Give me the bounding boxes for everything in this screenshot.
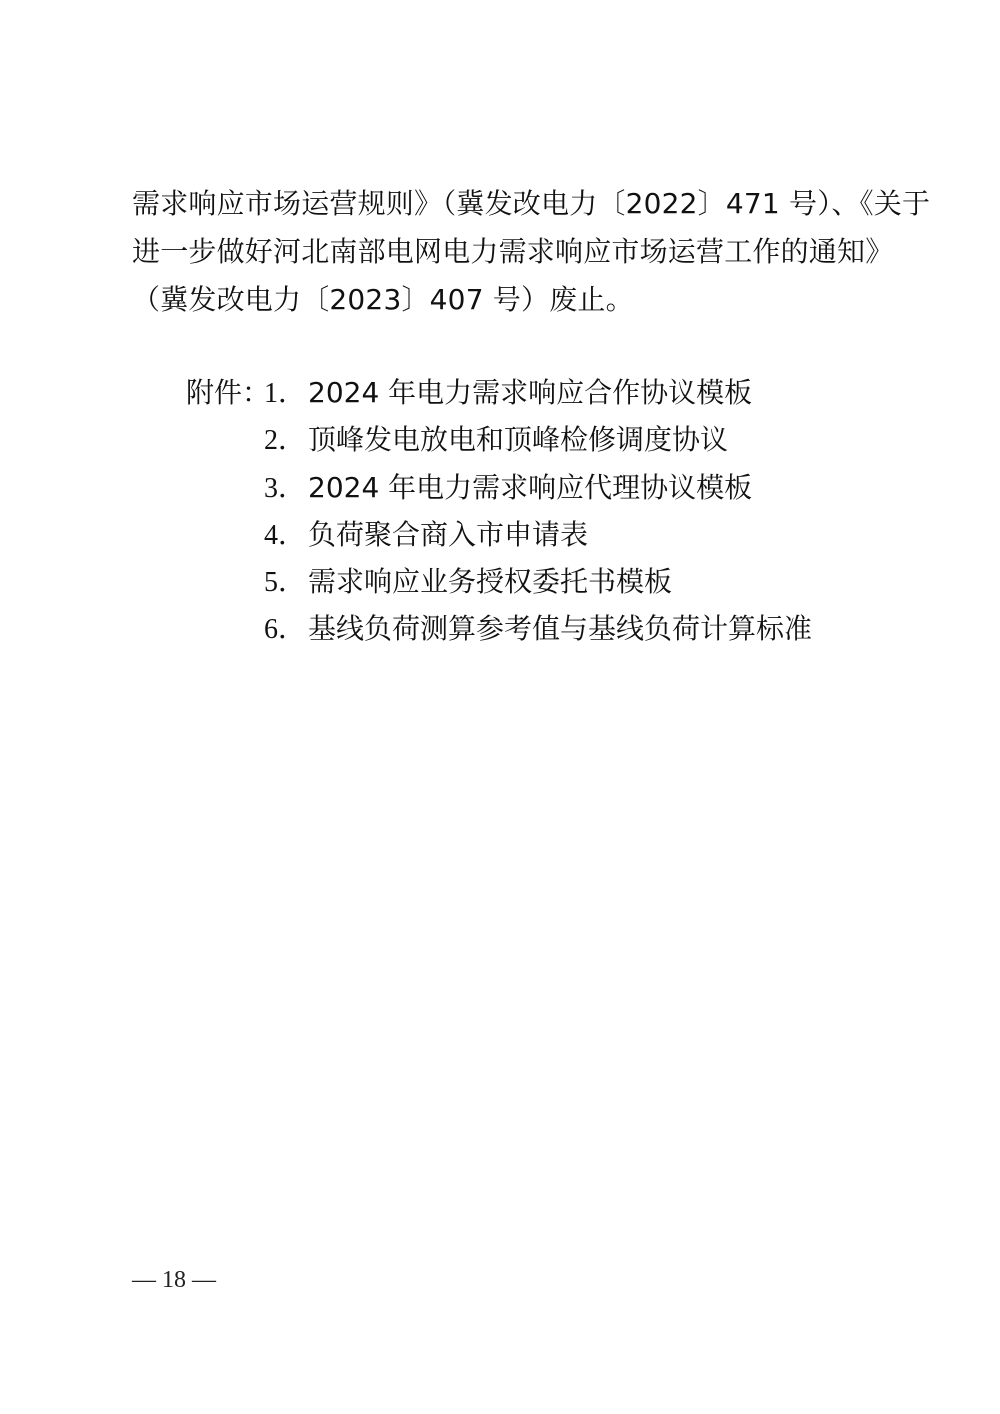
body-text-line-1: 需求响应市场运营规则》（冀发改电力〔2022〕471 号）、《关于: [132, 187, 931, 220]
attachment-number: 5．: [264, 567, 307, 598]
attachment-title: 顶峰发电放电和顶峰检修调度协议: [308, 423, 729, 456]
body-text-line-3: （冀发改电力〔2023〕407 号）废止。: [132, 283, 634, 316]
attachment-number: 1．: [264, 378, 307, 409]
attachment-title: 需求响应业务授权委托书模板: [308, 565, 673, 598]
attachment-title: 负荷聚合商入市申请表: [308, 518, 589, 551]
attachment-number: 6．: [264, 614, 307, 645]
page-number: — 18 —: [132, 1267, 216, 1293]
attachment-title: 2024 年电力需求响应合作协议模板: [308, 376, 753, 409]
attachment-number: 4．: [264, 520, 307, 551]
attachment-item-1: [264, 375, 752, 412]
attachment-title: 2024 年电力需求响应代理协议模板: [308, 471, 753, 504]
attachment-item-4: [264, 517, 588, 554]
attachment-item-5: [264, 564, 672, 601]
attachment-title: 基线负荷测算参考值与基线负荷计算标准: [308, 612, 813, 645]
body-text-line-2: 进一步做好河北南部电网电力需求响应市场运营工作的通知》: [132, 235, 894, 268]
attachment-number: 3．: [264, 473, 307, 504]
attachment-item-6: [264, 611, 812, 648]
attachment-number: 2．: [264, 425, 307, 456]
attachment-item-2: [264, 422, 728, 459]
attachments-label: 附件：: [186, 376, 271, 409]
attachment-item-3: [264, 470, 752, 507]
